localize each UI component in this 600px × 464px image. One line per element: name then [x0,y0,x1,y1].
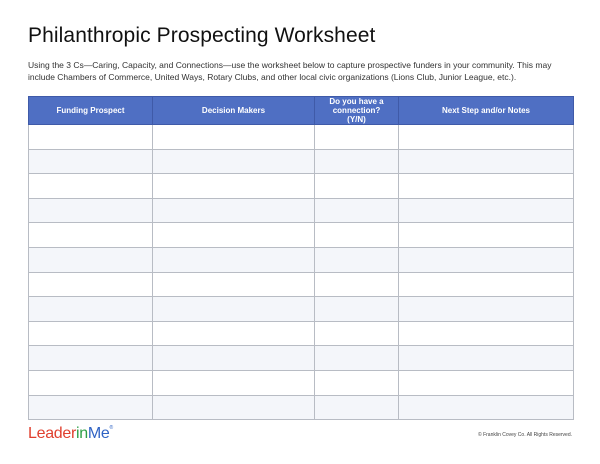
cell-next-step[interactable] [399,198,574,223]
cell-next-step[interactable] [399,321,574,346]
table-body [29,125,574,420]
cell-connection[interactable] [315,321,399,346]
cell-connection[interactable] [315,370,399,395]
table-row [29,346,574,371]
cell-connection[interactable] [315,272,399,297]
cell-connection[interactable] [315,149,399,174]
table-header-row [29,97,574,125]
trademark-mark: ® [109,425,113,431]
cell-connection[interactable] [315,174,399,199]
cell-decision-makers[interactable] [153,125,315,150]
column-header-funding-prospect: Funding Prospect [29,97,153,125]
cell-connection[interactable] [315,395,399,420]
prospecting-table [28,96,574,420]
cell-next-step[interactable] [399,174,574,199]
cell-decision-makers[interactable] [153,346,315,371]
cell-decision-makers[interactable] [153,395,315,420]
table-row [29,198,574,223]
logo-word-me: Me [87,425,110,442]
cell-funding-prospect[interactable] [29,272,153,297]
cell-decision-makers[interactable] [153,247,315,272]
table-row [29,297,574,322]
cell-funding-prospect[interactable] [29,321,153,346]
logo-word-in: in [76,425,88,442]
cell-next-step[interactable] [399,297,574,322]
table-row [29,370,574,395]
table-row [29,247,574,272]
cell-funding-prospect[interactable] [29,174,153,199]
cell-funding-prospect[interactable] [29,395,153,420]
table-row [29,125,574,150]
cell-connection[interactable] [315,125,399,150]
cell-funding-prospect[interactable] [29,125,153,150]
leader-in-me-logo [28,425,113,443]
cell-connection[interactable] [315,223,399,248]
cell-funding-prospect[interactable] [29,247,153,272]
intro-text: Using the 3 Cs—Caring, Capacity, and Connections—use the worksheet below to capture prospective funders in your community. This may include Chambers of Commerce, United Ways, Rotary Clubs, and other local civic organizations (Lions Club, Junior League, etc.). [28,60,552,82]
cell-connection[interactable] [315,297,399,322]
cell-next-step[interactable] [399,223,574,248]
connection-header-text: Do you have a connection? (Y/N) [329,97,384,124]
cell-funding-prospect[interactable] [29,346,153,371]
table-row [29,272,574,297]
cell-funding-prospect[interactable] [29,223,153,248]
column-header-connection [315,97,399,125]
cell-decision-makers[interactable] [153,174,315,199]
cell-decision-makers[interactable] [153,297,315,322]
cell-decision-makers[interactable] [153,272,315,297]
cell-connection[interactable] [315,198,399,223]
cell-next-step[interactable] [399,247,574,272]
table-row [29,223,574,248]
table-row [29,174,574,199]
cell-next-step[interactable] [399,346,574,371]
cell-decision-makers[interactable] [153,370,315,395]
column-header-next-step: Next Step and/or Notes [399,97,574,125]
page-title: Philanthropic Prospecting Worksheet [28,24,376,47]
cell-funding-prospect[interactable] [29,370,153,395]
cell-decision-makers[interactable] [153,321,315,346]
copyright-notice: © Franklin Covey Co. All Rights Reserved. [478,432,572,438]
cell-next-step[interactable] [399,125,574,150]
cell-decision-makers[interactable] [153,198,315,223]
cell-funding-prospect[interactable] [29,198,153,223]
table-row [29,149,574,174]
cell-funding-prospect[interactable] [29,297,153,322]
cell-next-step[interactable] [399,149,574,174]
logo-word-leader: Leader [28,425,77,442]
cell-funding-prospect[interactable] [29,149,153,174]
cell-connection[interactable] [315,346,399,371]
cell-next-step[interactable] [399,370,574,395]
table-row [29,395,574,420]
cell-decision-makers[interactable] [153,223,315,248]
cell-connection[interactable] [315,247,399,272]
cell-next-step[interactable] [399,272,574,297]
cell-decision-makers[interactable] [153,149,315,174]
column-header-decision-makers: Decision Makers [153,97,315,125]
cell-next-step[interactable] [399,395,574,420]
table-row [29,321,574,346]
